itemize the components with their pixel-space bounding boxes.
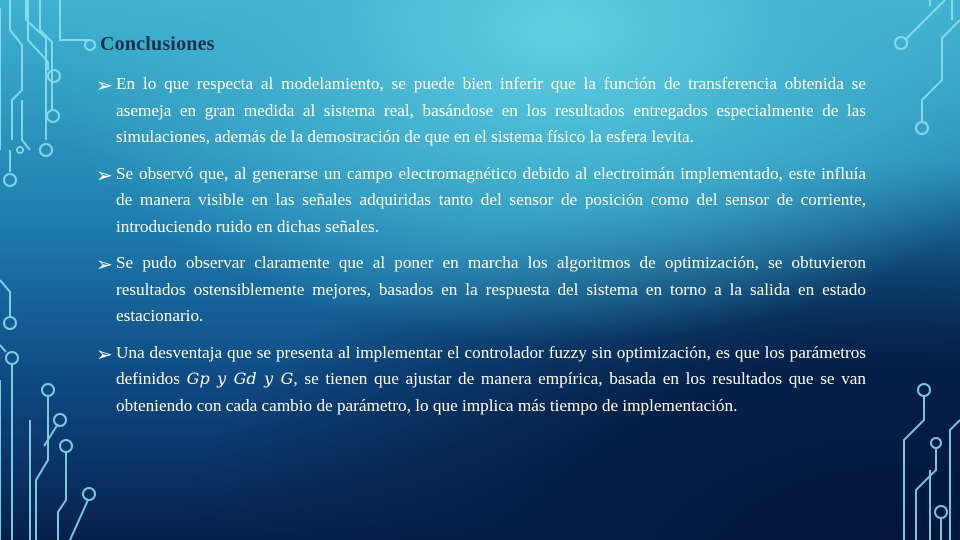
arrow-bullet-icon: ➢	[96, 73, 113, 97]
math-expression: Gp y Gd y G	[186, 369, 294, 388]
bullet-text: Se observó que, al generarse un campo electromagnético debido al electroimán implementado, este influía de manera visible en las señales adquiridas tanto del sensor de posición como del sensor de corriente, introduciendo ruido en dichas señales.	[116, 163, 866, 236]
slide-title: Conclusiones	[100, 33, 215, 55]
bullet-item	[96, 71, 866, 151]
bullet-text-continued: , se tienen que ajustar de manera empírica, basada en los resultados que se van obteniendo con cada cambio de parámetro, lo que implica más tiempo de implementación.	[116, 369, 867, 415]
bullet-text: Una desventaja que se presenta al implementar el controlador fuzzy sin optimización, es que los parámetros definidos	[116, 342, 866, 388]
bullet-text: En lo que respecta al modelamiento, se puede bien inferir que la función de transferencia obtenida se asemeja en gran medida al sistema real, basándose en los resultados entregados especialmente de las simulaciones, además de la demostración de que en el sistema físico la esfera levita.	[116, 74, 866, 146]
arrow-bullet-icon: ➢	[96, 162, 113, 187]
arrow-bullet-icon: ➢	[96, 252, 113, 276]
bullet-item	[96, 250, 866, 330]
bullet-list	[96, 71, 866, 429]
bullet-item	[96, 340, 866, 420]
bullet-item	[96, 161, 866, 241]
arrow-bullet-icon: ➢	[96, 341, 113, 366]
bullet-text: Se pudo observar claramente que al poner en marcha los algoritmos de optimización, se obtuvieron resultados ostensiblemente mejores, basados en la respuesta del sistema en torno a la salida en estado estacionario.	[116, 253, 866, 325]
